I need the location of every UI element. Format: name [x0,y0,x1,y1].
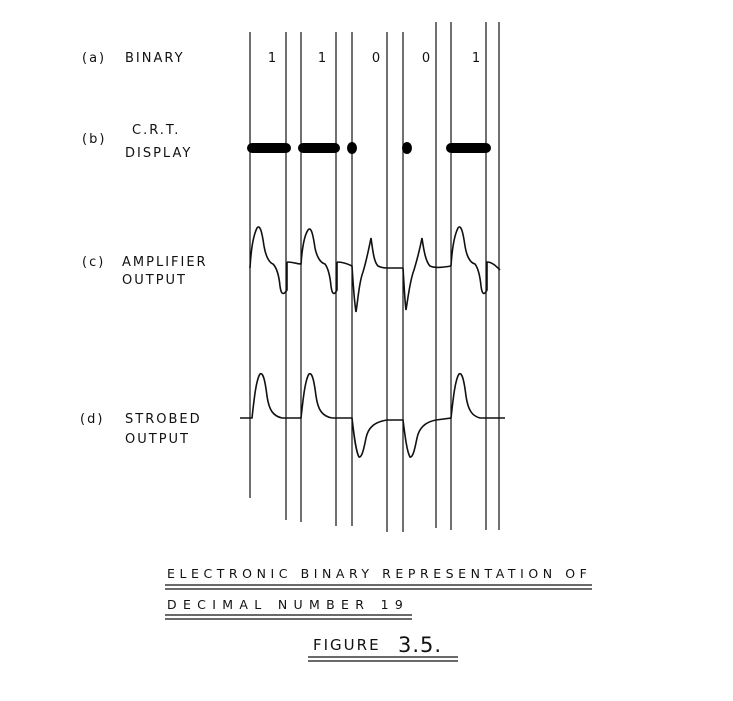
amplifier-pulse-3 [337,238,403,312]
strobed-pulse-5 [436,374,505,420]
row-tag: (c) [82,255,106,270]
bit-2: 1 [317,51,327,66]
caption-line-2: DECIMAL NUMBER 19 [167,597,405,612]
strobed-output-waveform [240,374,505,457]
crt-display-marks [252,142,486,154]
bit-5: 1 [471,51,481,66]
row-label-line: AMPLIFIER [122,255,208,270]
crt-dot [347,142,357,154]
row-label-line: STROBED [125,412,202,427]
row-tag: (a) [82,51,107,66]
strobed-pulse-1 [240,374,282,418]
row-tag: (b) [82,132,107,147]
strobed-pulse-3 [332,418,387,457]
row-tag: (d) [80,412,105,427]
amplifier-pulse-2 [287,229,337,294]
strobed-pulse-4 [387,420,436,457]
row-label-line: OUTPUT [122,273,187,288]
figure-number: 3.5. [398,633,443,657]
row-label-line: DISPLAY [125,146,193,161]
bit-4: 0 [421,51,431,66]
row-label-strobed-output [80,412,202,447]
amplifier-pulse-1 [250,227,287,294]
row-label-line: OUTPUT [125,432,190,447]
row-label-binary [82,51,185,66]
row-label-amplifier-output [82,255,208,288]
bit-3: 0 [371,51,381,66]
amplifier-pulse-5 [451,227,500,294]
bit-1: 1 [267,51,277,66]
amplifier-output-waveform [250,227,500,312]
figure-caption [165,566,592,661]
strobed-pulse-2 [282,374,332,418]
row-label-crt-display [82,123,192,161]
figure-label: FIGURE [313,636,381,654]
row-label-line: BINARY [125,51,185,66]
row-label-line: C.R.T. [132,123,181,138]
binary-digits [268,51,480,66]
amplifier-pulse-4 [403,238,451,310]
caption-line-1: ELECTRONIC BINARY REPRESENTATION OF [167,566,589,581]
crt-dot [402,142,412,154]
